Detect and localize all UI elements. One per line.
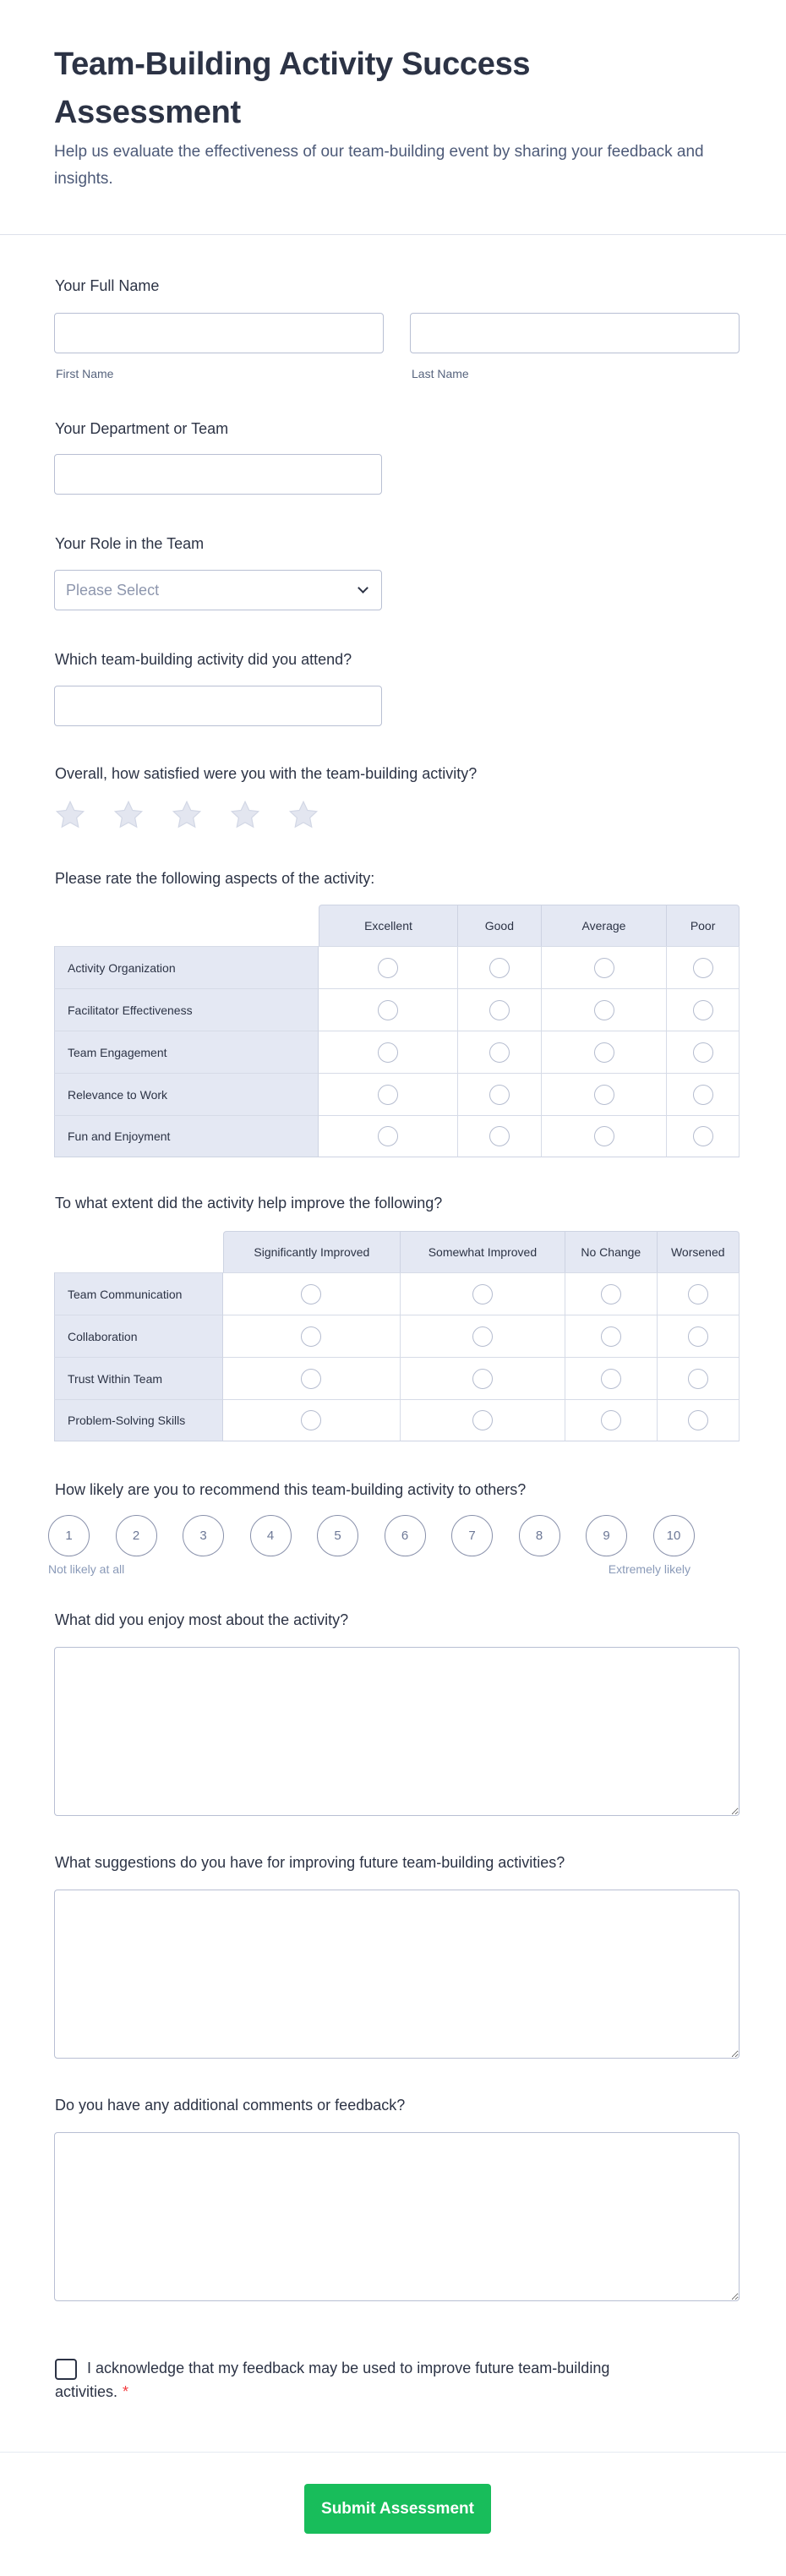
header-divider bbox=[0, 234, 786, 235]
matrix-column-header: No Change bbox=[565, 1231, 657, 1272]
matrix-radio[interactable] bbox=[378, 1042, 398, 1063]
department-label: Your Department or Team bbox=[55, 420, 229, 437]
matrix-cell bbox=[565, 1399, 657, 1441]
matrix-cell bbox=[223, 1399, 401, 1441]
enjoy-textarea[interactable] bbox=[54, 1647, 740, 1816]
recommend-option[interactable]: 1 bbox=[48, 1515, 90, 1556]
matrix-column-header: Significantly Improved bbox=[223, 1231, 401, 1272]
full-name-label: Your Full Name bbox=[55, 277, 160, 294]
matrix-row-label: Facilitator Effectiveness bbox=[54, 988, 319, 1031]
matrix-cell bbox=[565, 1357, 657, 1399]
matrix-radio[interactable] bbox=[489, 1126, 510, 1146]
matrix-radio[interactable] bbox=[688, 1369, 708, 1389]
matrix-row bbox=[54, 1031, 740, 1073]
comments-textarea[interactable] bbox=[54, 2132, 740, 2301]
required-mark: * bbox=[123, 2383, 129, 2400]
matrix-cell bbox=[319, 988, 458, 1031]
suggestions-textarea[interactable] bbox=[54, 1890, 740, 2059]
last-name-sublabel: Last Name bbox=[412, 367, 469, 380]
matrix-cell bbox=[542, 1115, 667, 1157]
matrix-column-header: Average bbox=[542, 905, 667, 946]
matrix-radio[interactable] bbox=[472, 1284, 493, 1304]
comments-label: Do you have any additional comments or feedback? bbox=[55, 2097, 406, 2114]
matrix-row bbox=[54, 1073, 740, 1115]
role-label: Your Role in the Team bbox=[55, 535, 205, 552]
department-input[interactable] bbox=[54, 454, 382, 495]
last-name-input[interactable] bbox=[410, 313, 740, 353]
recommend-option[interactable]: 8 bbox=[519, 1515, 560, 1556]
matrix-cell bbox=[401, 1357, 565, 1399]
enjoy-label: What did you enjoy most about the activity? bbox=[55, 1611, 349, 1628]
matrix-radio[interactable] bbox=[601, 1369, 621, 1389]
matrix-cell bbox=[319, 946, 458, 988]
suggestions-label: What suggestions do you have for improving future team-building activities? bbox=[55, 1854, 565, 1871]
satisfaction-label: Overall, how satisfied were you with the team-building activity? bbox=[55, 765, 478, 782]
recommend-option[interactable]: 4 bbox=[250, 1515, 292, 1556]
matrix-cell bbox=[458, 988, 542, 1031]
matrix-cell bbox=[319, 1115, 458, 1157]
aspects-label: Please rate the following aspects of the activity: bbox=[55, 870, 375, 887]
star-icon[interactable] bbox=[54, 800, 86, 830]
matrix-row-label: Activity Organization bbox=[54, 946, 319, 988]
matrix-radio[interactable] bbox=[378, 1085, 398, 1105]
matrix-cell bbox=[542, 946, 667, 988]
matrix-cell bbox=[458, 1031, 542, 1073]
activity-input[interactable] bbox=[54, 686, 382, 726]
matrix-cell bbox=[667, 988, 740, 1031]
matrix-radio[interactable] bbox=[472, 1410, 493, 1430]
matrix-cell bbox=[542, 988, 667, 1031]
matrix-radio[interactable] bbox=[378, 958, 398, 978]
matrix-radio[interactable] bbox=[693, 1000, 713, 1020]
improvement-label: To what extent did the activity help improve the following? bbox=[55, 1195, 443, 1211]
matrix-column-header: Good bbox=[458, 905, 542, 946]
matrix-radio[interactable] bbox=[301, 1326, 321, 1347]
submit-button[interactable]: Submit Assessment bbox=[304, 2484, 491, 2534]
matrix-cell bbox=[667, 946, 740, 988]
matrix-radio[interactable] bbox=[301, 1410, 321, 1430]
matrix-radio[interactable] bbox=[693, 958, 713, 978]
matrix-cell bbox=[667, 1115, 740, 1157]
matrix-cell bbox=[542, 1073, 667, 1115]
matrix-column-header: Poor bbox=[667, 905, 740, 946]
matrix-radio[interactable] bbox=[688, 1284, 708, 1304]
matrix-row bbox=[54, 1399, 740, 1441]
activity-label: Which team-building activity did you attend? bbox=[55, 651, 352, 668]
matrix-radio[interactable] bbox=[688, 1326, 708, 1347]
matrix-cell bbox=[401, 1272, 565, 1315]
aspects-matrix bbox=[54, 905, 740, 1157]
matrix-row bbox=[54, 1357, 740, 1399]
matrix-radio[interactable] bbox=[489, 1085, 510, 1105]
matrix-radio[interactable] bbox=[472, 1369, 493, 1389]
matrix-cell bbox=[319, 1073, 458, 1115]
chevron-down-icon bbox=[358, 582, 368, 593]
first-name-input[interactable] bbox=[54, 313, 384, 353]
matrix-row bbox=[54, 946, 740, 988]
star-icon[interactable] bbox=[287, 800, 319, 830]
footer-divider bbox=[0, 2452, 786, 2453]
matrix-column-header: Worsened bbox=[658, 1231, 740, 1272]
matrix-cell bbox=[401, 1315, 565, 1357]
role-select-value: Please Select bbox=[66, 581, 160, 599]
matrix-radio[interactable] bbox=[472, 1326, 493, 1347]
matrix-cell bbox=[565, 1272, 657, 1315]
page-subtitle: Help us evaluate the effectiveness of our team-building event by sharing your feedback and insights. bbox=[54, 143, 704, 188]
matrix-radio[interactable] bbox=[378, 1000, 398, 1020]
recommend-low-label: Not likely at all bbox=[48, 1562, 125, 1576]
matrix-corner bbox=[54, 1231, 223, 1272]
matrix-cell bbox=[658, 1272, 740, 1315]
matrix-row-label: Team Engagement bbox=[54, 1031, 319, 1073]
matrix-radio[interactable] bbox=[378, 1126, 398, 1146]
matrix-radio[interactable] bbox=[601, 1410, 621, 1430]
matrix-cell bbox=[223, 1357, 401, 1399]
recommend-label: How likely are you to recommend this team-building activity to others? bbox=[55, 1481, 527, 1498]
recommend-option[interactable]: 3 bbox=[183, 1515, 224, 1556]
matrix-cell bbox=[658, 1315, 740, 1357]
recommend-high-label: Extremely likely bbox=[608, 1562, 690, 1576]
matrix-cell bbox=[565, 1315, 657, 1357]
matrix-row bbox=[54, 1115, 740, 1157]
matrix-cell bbox=[458, 1115, 542, 1157]
matrix-cell bbox=[658, 1357, 740, 1399]
matrix-radio[interactable] bbox=[601, 1284, 621, 1304]
star-icon[interactable] bbox=[112, 800, 145, 830]
matrix-row bbox=[54, 988, 740, 1031]
acknowledge-text bbox=[55, 2356, 663, 2404]
matrix-radio[interactable] bbox=[594, 1042, 614, 1063]
matrix-column-header: Somewhat Improved bbox=[401, 1231, 565, 1272]
matrix-cell bbox=[458, 1073, 542, 1115]
matrix-radio[interactable] bbox=[594, 1126, 614, 1146]
matrix-cell bbox=[401, 1399, 565, 1441]
matrix-radio[interactable] bbox=[489, 958, 510, 978]
matrix-row bbox=[54, 1315, 740, 1357]
matrix-radio[interactable] bbox=[693, 1042, 713, 1063]
star-rating bbox=[54, 800, 319, 830]
matrix-radio[interactable] bbox=[594, 958, 614, 978]
matrix-radio[interactable] bbox=[594, 1085, 614, 1105]
matrix-row-label: Trust Within Team bbox=[54, 1357, 223, 1399]
matrix-cell bbox=[542, 1031, 667, 1073]
acknowledge-label: I acknowledge that my feedback may be used to improve future team-building activities. bbox=[55, 2360, 610, 2400]
matrix-cell bbox=[223, 1272, 401, 1315]
matrix-cell bbox=[667, 1031, 740, 1073]
matrix-cell bbox=[319, 1031, 458, 1073]
recommend-option[interactable]: 2 bbox=[116, 1515, 157, 1556]
matrix-radio[interactable] bbox=[693, 1085, 713, 1105]
matrix-cell bbox=[223, 1315, 401, 1357]
star-icon[interactable] bbox=[229, 800, 261, 830]
matrix-row-label: Relevance to Work bbox=[54, 1073, 319, 1115]
matrix-row-label: Fun and Enjoyment bbox=[54, 1115, 319, 1157]
matrix-row-label: Team Communication bbox=[54, 1272, 223, 1315]
recommend-option[interactable]: 6 bbox=[385, 1515, 426, 1556]
matrix-radio[interactable] bbox=[301, 1284, 321, 1304]
matrix-cell bbox=[658, 1399, 740, 1441]
matrix-radio[interactable] bbox=[601, 1326, 621, 1347]
matrix-radio[interactable] bbox=[301, 1369, 321, 1389]
recommend-scale bbox=[48, 1515, 695, 1556]
recommend-option[interactable]: 7 bbox=[451, 1515, 493, 1556]
matrix-column-header: Excellent bbox=[319, 905, 458, 946]
matrix-radio[interactable] bbox=[693, 1126, 713, 1146]
matrix-radio[interactable] bbox=[688, 1410, 708, 1430]
matrix-cell bbox=[458, 946, 542, 988]
matrix-radio[interactable] bbox=[489, 1042, 510, 1063]
recommend-option[interactable]: 9 bbox=[586, 1515, 627, 1556]
improvement-matrix bbox=[54, 1231, 740, 1441]
matrix-cell bbox=[667, 1073, 740, 1115]
matrix-radio[interactable] bbox=[594, 1000, 614, 1020]
recommend-option[interactable]: 10 bbox=[653, 1515, 695, 1556]
page-title: Team-Building Activity Success Assessment bbox=[54, 46, 531, 130]
matrix-corner bbox=[54, 905, 319, 946]
matrix-radio[interactable] bbox=[489, 1000, 510, 1020]
star-icon[interactable] bbox=[171, 800, 203, 830]
matrix-row bbox=[54, 1272, 740, 1315]
matrix-row-label: Collaboration bbox=[54, 1315, 223, 1357]
matrix-row-label: Problem-Solving Skills bbox=[54, 1399, 223, 1441]
first-name-sublabel: First Name bbox=[56, 367, 114, 380]
role-select[interactable] bbox=[54, 570, 382, 610]
recommend-option[interactable]: 5 bbox=[317, 1515, 358, 1556]
